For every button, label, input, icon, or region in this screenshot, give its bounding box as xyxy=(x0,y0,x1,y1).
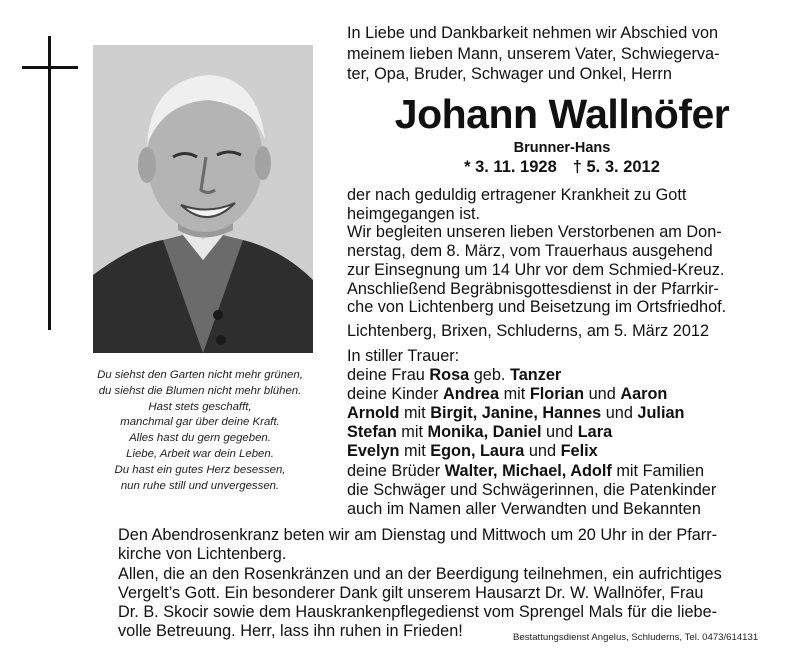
mourner-children: deine Kinder Andrea mit Florian und Aaron xyxy=(347,385,668,404)
cross-horizontal-bar xyxy=(22,66,78,69)
life-dates xyxy=(347,157,777,178)
intro-line: meinem lieben Mann, unserem Vater, Schwiegerva- xyxy=(347,44,720,63)
details-line: heimgegangen ist. xyxy=(347,204,481,223)
poem-line: Alles hast du gern gegeben. xyxy=(129,432,271,445)
details-line: nerstag, dem 8. März, vom Trauerhaus ausgehend xyxy=(347,242,713,261)
details-line: der nach geduldig ertragener Krankheit zu Gott xyxy=(347,186,687,204)
poem-line: Du siehst den Garten nicht mehr grünen, xyxy=(97,369,303,381)
birth-date: * 3. 11. 1928 xyxy=(464,158,557,176)
mourner-wife: deine Frau Rosa geb. Tanzer xyxy=(347,366,562,385)
funeral-service-credit: Bestattungsdienst Angelus, Schluderns, Tel. 0473/614131 xyxy=(513,632,759,643)
deceased-nickname: Brunner-Hans xyxy=(513,140,611,156)
details-line: zur Einsegnung um 14 Uhr vor dem Schmied-Kreuz. xyxy=(347,260,725,279)
poem-line: Hast stets geschafft, xyxy=(148,400,252,413)
details-line: Anschließend Begräbnisgottesdienst in der Pfarrkir- xyxy=(347,279,719,298)
intro-text xyxy=(347,23,777,85)
memorial-poem xyxy=(86,368,314,494)
funeral-details xyxy=(347,186,787,317)
intro-line: In Liebe und Dankbarkeit nehmen wir Abschied von xyxy=(347,24,719,42)
mourner-arnold-family: Arnold mit Birgit, Janine, Hannes und Julian xyxy=(347,404,685,423)
intro-line: ter, Opa, Bruder, Schwager und Onkel, Herrn xyxy=(347,65,672,84)
portrait-photo xyxy=(93,45,313,353)
death-date: † 5. 3. 2012 xyxy=(572,158,660,176)
mourner-in-laws: die Schwäger und Schwägerinnen, die Patenkinder xyxy=(347,480,717,499)
closing-line: Vergelt’s Gott. Ein besonderer Dank gilt unserem Hausarzt Dr. W. Wallnöfer, Frau xyxy=(118,583,704,602)
mourner-brothers: deine Brüder Walter, Michael, Adolf mit Familien xyxy=(347,461,705,480)
mourner-stefan-family: Stefan mit Monika, Daniel und Lara xyxy=(347,423,613,442)
closing-text xyxy=(118,526,783,642)
closing-line: Allen, die an den Rosenkränzen und an der Beerdigung teilnehmen, ein aufrichtiges xyxy=(118,564,722,583)
closing-line: Den Abendrosenkranz beten wir am Dienstag und Mittwoch um 20 Uhr in der Pfarr- xyxy=(118,526,718,544)
closing-line: volle Betreuung. Herr, lass ihn ruhen in Frieden! xyxy=(118,622,463,641)
place-and-date: Lichtenberg, Brixen, Schluderns, am 5. März 2012 xyxy=(347,322,709,340)
closing-line: kirche von Lichtenberg. xyxy=(118,545,287,564)
poem-line: Du hast ein gutes Herz besessen, xyxy=(114,463,286,476)
details-line: Wir begleiten unseren lieben Verstorbenen am Don- xyxy=(347,223,722,242)
details-line: che von Lichtenberg und Beisetzung im Ortsfriedhof. xyxy=(347,298,727,317)
closing-line: Dr. B. Skocir sowie dem Hauskrankenpflegedienst vom Sprengel Mals für die liebe- xyxy=(118,603,718,622)
mourners-list xyxy=(347,347,792,519)
mourners-heading: In stiller Trauer: xyxy=(347,347,460,365)
mourner-evelyn-family: Evelyn mit Egon, Laura und Felix xyxy=(347,442,598,461)
poem-line: nun ruhe still und unvergessen. xyxy=(120,479,280,492)
poem-line: du siehst die Blumen nicht mehr blühen. xyxy=(98,384,302,397)
mourner-relatives: auch im Namen aller Verwandten und Bekannten xyxy=(347,499,701,518)
poem-line: manchmal gar über deine Kraft. xyxy=(120,416,280,429)
cross-vertical-bar xyxy=(48,36,51,330)
poem-line: Liebe, Arbeit war dein Leben. xyxy=(126,447,274,460)
deceased-name: Johann Wallnöfer xyxy=(394,91,730,137)
